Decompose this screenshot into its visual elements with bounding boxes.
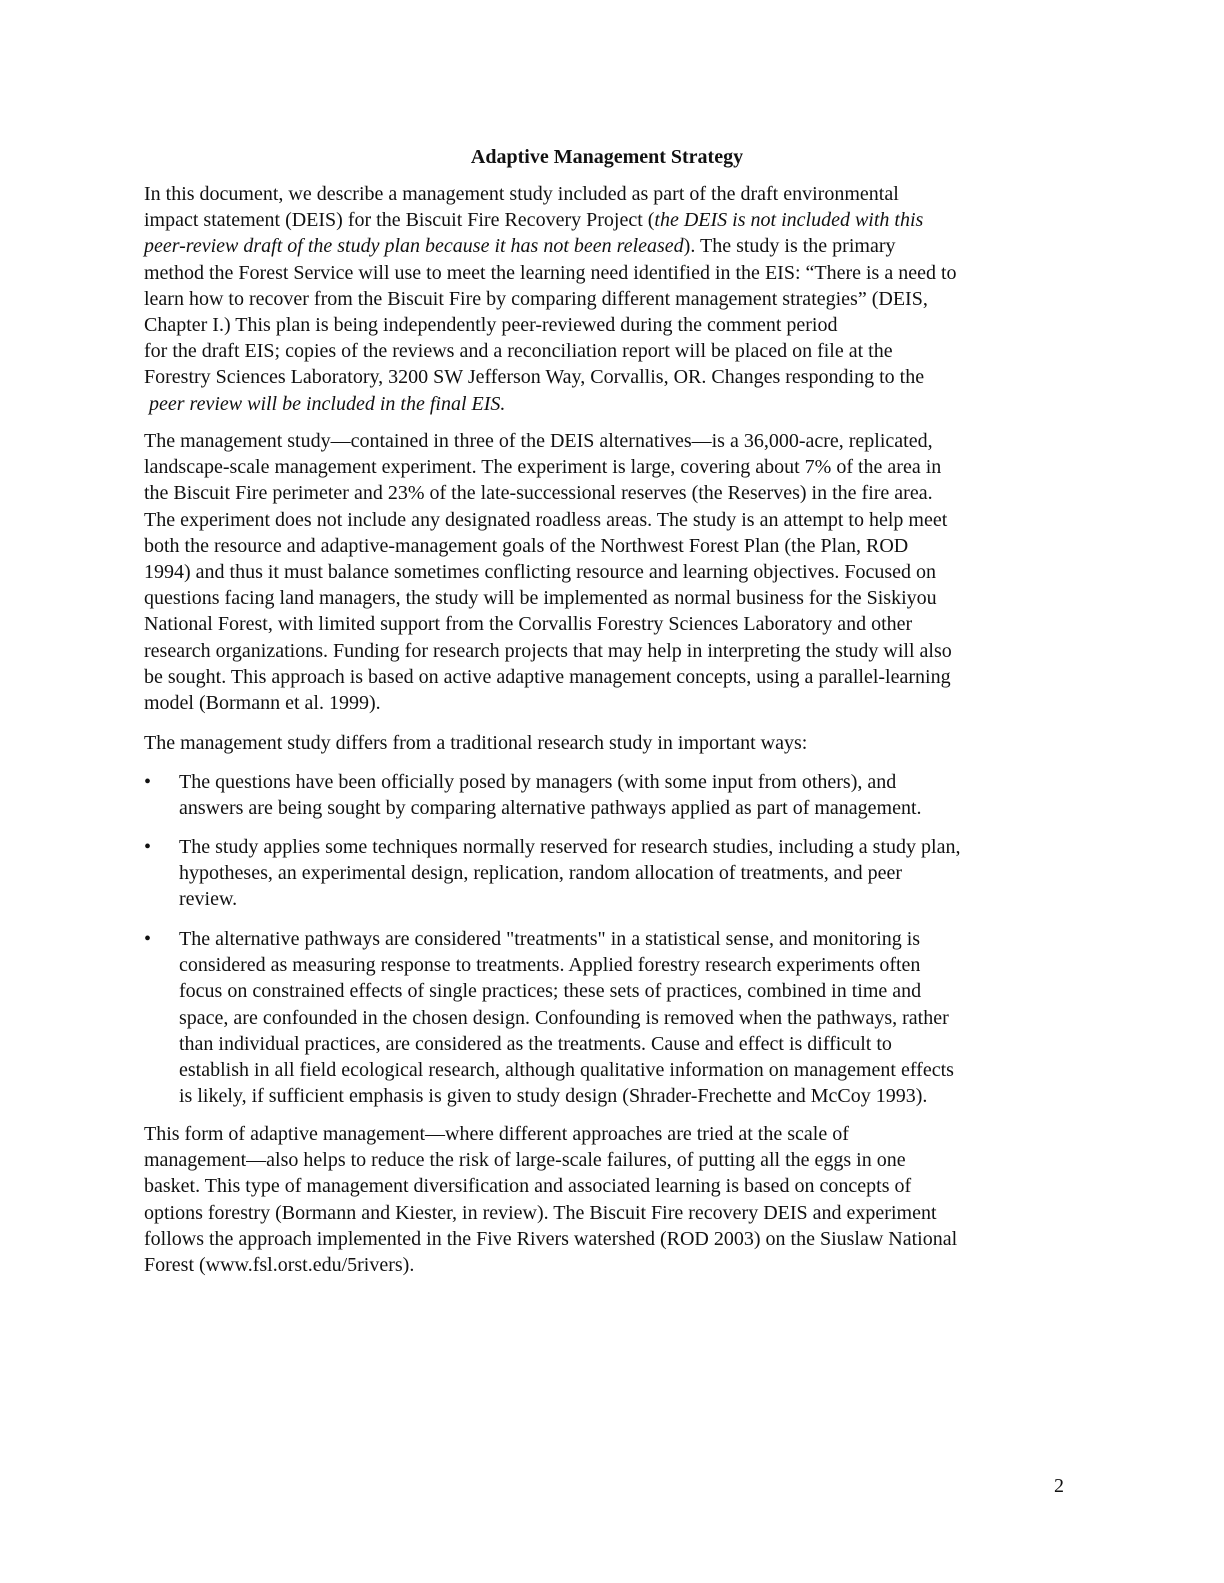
text-line: The management study differs from a traditional research study in important ways: [144, 732, 808, 754]
text-line: The questions have been officially posed by managers (with some input from others), and [179, 771, 897, 793]
text-line: Chapter I.) This plan is being independently peer-reviewed during the comment period [144, 314, 838, 337]
text-line: This form of adaptive management—where different approaches are tried at the scale of [144, 1123, 849, 1145]
bullet-text [179, 769, 922, 821]
text-line: review. [179, 888, 238, 911]
text-line: basket. This type of management diversification and associated learning is based on concepts of [144, 1175, 912, 1198]
document-title: Adaptive Management Strategy [470, 146, 744, 168]
text-line: the Biscuit Fire perimeter and 23% of the late-successional reserves (the Reserves) in the fire area. [144, 482, 933, 505]
text-line: for the draft EIS; copies of the reviews and a reconciliation report will be placed on file at the [144, 340, 893, 363]
bullet-text [179, 926, 954, 1109]
text-line: space, are confounded in the chosen design. Confounding is removed when the pathways, rather [179, 1006, 949, 1029]
italic-note: peer-review draft of the study plan because it has not been released [144, 235, 684, 258]
text-line: In this document, we describe a management study included as part of the draft environmental [144, 183, 899, 205]
text-line: research organizations. Funding for research projects that may help in interpreting the study will also [144, 639, 952, 662]
text-line: The experiment does not include any designated roadless areas. The study is an attempt to help meet [144, 508, 948, 531]
text-line: The study applies some techniques normally reserved for research studies, including a study plan, [179, 836, 961, 858]
text-line: learn how to recover from the Biscuit Fire by comparing different management strategies” (DEIS, [144, 287, 928, 310]
text-line: hypotheses, an experimental design, replication, random allocation of treatments, and peer [179, 862, 903, 885]
text-line: both the resource and adaptive-management goals of the Northwest Forest Plan (the Plan, ROD [144, 534, 909, 557]
text-line: National Forest, with limited support from the Corvallis Forestry Sciences Laboratory and other [144, 613, 913, 636]
text-line [144, 207, 1084, 233]
text-line: options forestry (Bormann and Kiester, in review). The Biscuit Fire recovery DEIS and experiment [144, 1201, 937, 1224]
text-line: The alternative pathways are considered "treatments" in a statistical sense, and monitoring is [179, 928, 921, 950]
text-line: management—also helps to reduce the risk of large-scale failures, of putting all the eggs in one [144, 1149, 906, 1172]
text-line: The management study—contained in three of the DEIS alternatives—is a 36,000-acre, replicated, [144, 430, 933, 452]
text-line: establish in all field ecological research, although qualitative information on management effects [179, 1059, 954, 1082]
bullet-text [179, 834, 960, 913]
text-line [144, 233, 1084, 259]
italic-note: the DEIS is not included with this [654, 209, 924, 232]
bullet-icon: • [144, 836, 152, 858]
text-line: considered as measuring response to treatments. Applied forestry research experiments often [179, 954, 921, 977]
paragraph-intro [144, 181, 1084, 417]
text-line: method the Forest Service will use to meet the learning need identified in the EIS: “There is a need to [144, 261, 957, 284]
text-line: questions facing land managers, the study will be implemented as normal business for the Siskiyou [144, 587, 937, 610]
text-line: than individual practices, are considered as the treatments. Cause and effect is difficult to [179, 1032, 892, 1055]
text-span: ). The study is the primary [683, 235, 896, 258]
text-line: Forestry Sciences Laboratory, 3200 SW Jefferson Way, Corvallis, OR. Changes responding to the [144, 366, 925, 389]
text-line: landscape-scale management experiment. The experiment is large, covering about 7% of the area in [144, 456, 942, 479]
paragraph-differences-intro [144, 730, 1084, 756]
text-line: model (Bormann et al. 1999). [144, 692, 381, 715]
page-number: 2 [1054, 1475, 1064, 1497]
italic-note: peer review will be included in the final EIS. [144, 392, 506, 415]
paragraph-study-description [144, 428, 1084, 716]
text-line: be sought. This approach is based on active adaptive management concepts, using a parallel-learning [144, 665, 951, 688]
text-line: 1994) and thus it must balance sometimes conflicting resource and learning objectives. Focused on [144, 561, 937, 584]
text-line: is likely, if sufficient emphasis is given to study design (Shrader-Frechette and McCoy 1993). [179, 1085, 928, 1108]
text-span: impact statement (DEIS) for the Biscuit Fire Recovery Project ( [144, 209, 655, 232]
bullet-icon: • [144, 928, 152, 950]
text-line: Forest (www.fsl.orst.edu/5rivers). [144, 1254, 415, 1277]
text-line: focus on constrained effects of single practices; these sets of practices, combined in time and [179, 980, 922, 1003]
text-line: follows the approach implemented in the Five Rivers watershed (ROD 2003) on the Siuslaw National [144, 1227, 958, 1250]
bullet-icon: • [144, 771, 152, 793]
paragraph-adaptive-management [144, 1121, 1084, 1278]
text-line: answers are being sought by comparing alternative pathways applied as part of management. [179, 797, 922, 820]
